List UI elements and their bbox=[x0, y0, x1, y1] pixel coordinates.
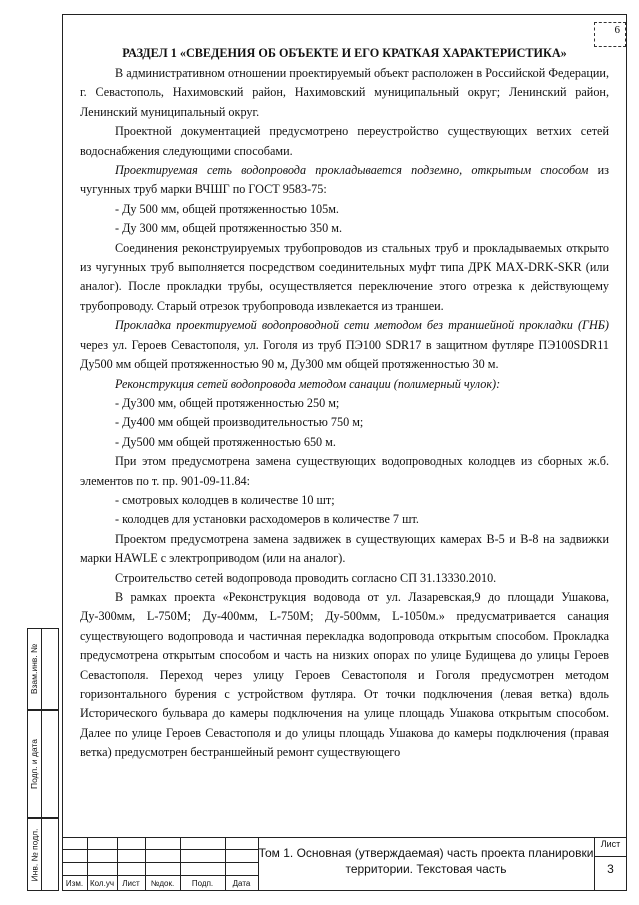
paragraph-project-scope: В рамках проекта «Реконструкция водовода от ул. Лазаревская,9 до площади Ушакова, Ду-300мм, L-750M; Ду-400мм, L-750M; Ду-500мм, L-1050м.» предусматривается санация существующего водопровода и частичная перекладка водопровода открытым способом. Прокладка предусмотрена открытым способом и часть на низких опорах по улице Будищева до улицы Героев Севастополя. Переход через улицу Героев Севастополя и Гоголя предусмотрен методом горизонтального бурения с устройством футляра. От точки подключения (левая ветка) вдоль Исторического бульвара до камеры подключения на улице площадь Ушакова открытым способом. Далее по улице Героев Севастополя и до улицы площадь Ушакова до камеры подключения (правая ветка) предусмотрен бестраншейный ремонт существующего bbox=[80, 589, 609, 760]
paragraph-hdd bbox=[80, 316, 609, 374]
strip-label-vzam: Взам.инв. № bbox=[29, 643, 40, 695]
strip-label-inv: Инв. № подл. bbox=[29, 828, 40, 881]
strip-label-podp: Подп. и дата bbox=[29, 738, 40, 790]
hdd-heading: Прокладка проектируемой водопроводной сети методом без траншейной прокладки (ГНБ) bbox=[115, 318, 609, 333]
list-item: - Ду500 мм общей протяженностью 650 м. bbox=[115, 434, 336, 449]
sheet-label: Лист bbox=[600, 839, 621, 849]
paragraph-joints: Соединения реконструируемых трубопроводов из стальных труб и прокладываемых открыто из чугунных труб выполняется посредством соединительных муфт типа ДРК MAX-DRK-SKR (или аналог). После прокладки трубы, осуществляется переключение этого отрезка к действующему трубопроводу. Старый отрезок трубопровода извлекается из траншеи. bbox=[80, 240, 609, 313]
sheet-number: 3 bbox=[607, 862, 614, 876]
list-item: - Ду400 мм общей производительностью 750 м; bbox=[115, 415, 364, 430]
strip-vzam-inv bbox=[27, 628, 59, 710]
document-title: Том 1. Основная (утверждаемая) часть проекта планировки территории. Текстовая часть bbox=[258, 846, 594, 876]
paragraph-wells: При этом предусмотрена замена существующих водопроводных колодцев из сборных ж.б. элементов по т. пр. 901-09-11.84: bbox=[80, 454, 609, 488]
list-item: - Ду 500 мм, общей протяженностью 105м. bbox=[115, 201, 339, 216]
list-item: - смотровых колодцев в количестве 10 шт; bbox=[115, 492, 335, 507]
section-title: РАЗДЕЛ 1 «СВЕДЕНИЯ ОБ ОБЪЕКТЕ И ЕГО КРАТКАЯ ХАРАКТЕРИСТИКА» bbox=[122, 46, 567, 60]
list-item: - Ду 300 мм, общей протяженностью 350 м. bbox=[115, 221, 343, 236]
paragraph-standard: Строительство сетей водопровода проводить согласно СП 31.13330.2010. bbox=[115, 570, 497, 585]
list-item: - Ду300 мм, общей протяженностью 250 м; bbox=[115, 395, 340, 410]
paragraph-location: В административном отношении проектируемый объект расположен в Российской Федерации, г. Севастополь, Нахимовский район, Нахимовский муниципальный округ; Ленинский район, Ленинский муниципальный округ. bbox=[80, 66, 609, 119]
paragraph-sanation-heading: Реконструкция сетей водопровода методом санации (полимерный чулок): bbox=[115, 376, 501, 391]
list-item: - колодцев для установки расходомеров в количестве 7 шт. bbox=[115, 512, 419, 527]
header-podp: Подп. bbox=[191, 878, 214, 888]
title-block bbox=[62, 837, 627, 891]
hdd-text: через ул. Героев Севастополя, ул. Гоголя из труб ПЭ100 SDR17 в защитном футляре ПЭ100SDR11 Ду500 мм общей протяженностью 90 м, Ду300 мм общей протяженностью 30 м. bbox=[80, 337, 609, 372]
paragraph-open-method bbox=[80, 161, 609, 200]
strip-inv-podl bbox=[27, 818, 59, 891]
open-method-text: из чугунных труб марки ВЧШГ по ГОСТ 9583-75: bbox=[80, 163, 609, 197]
paragraph-valves: Проектом предусмотрена замена задвижек в существующих камерах В-5 и В-8 на задвижки марки HAWLE с электроприводом (или на аналог). bbox=[80, 531, 609, 566]
header-data: Дата bbox=[232, 878, 251, 888]
page-number: 6 bbox=[614, 24, 620, 36]
open-method-heading: Проектируемая сеть водопровода прокладывается подземно, открытым способом bbox=[115, 163, 589, 178]
header-ndok: №док. bbox=[150, 878, 175, 888]
document-body bbox=[80, 44, 609, 763]
strip-podp-data bbox=[27, 710, 59, 818]
header-list: Лист bbox=[122, 878, 140, 888]
header-koluch: Кол.уч bbox=[90, 878, 114, 888]
paragraph-intro: Проектной документацией предусмотрено переустройство существующих ветхих сетей водоснабжения следующими способами. bbox=[80, 124, 609, 158]
header-izm: Изм. bbox=[65, 878, 84, 888]
